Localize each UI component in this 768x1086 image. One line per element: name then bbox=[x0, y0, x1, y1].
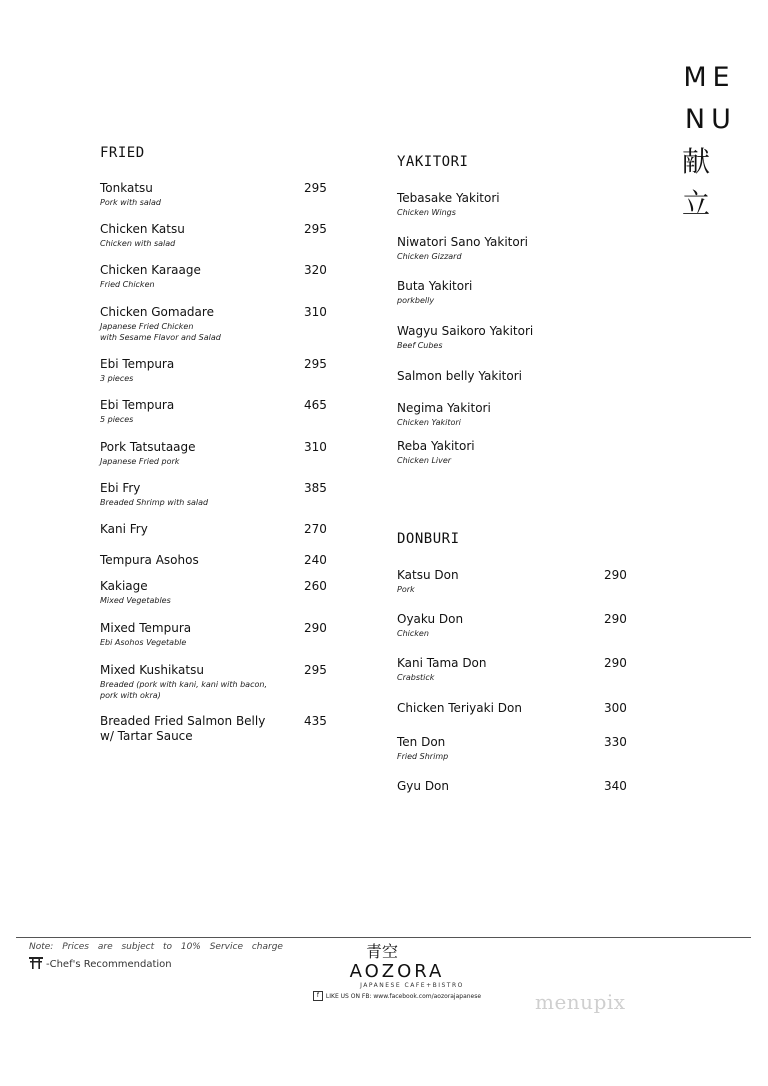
menu-item bbox=[100, 481, 330, 508]
item-price: 290 bbox=[604, 568, 627, 582]
menu-item bbox=[397, 439, 637, 466]
menu-letter-e: E bbox=[712, 62, 730, 93]
item-name: Ebi Tempura bbox=[100, 357, 175, 371]
menu-kanji-1: 献 bbox=[682, 145, 711, 178]
menu-title bbox=[682, 60, 734, 222]
item-desc: Chicken with salad bbox=[100, 239, 176, 248]
menu-item bbox=[397, 235, 637, 262]
item-price: 310 bbox=[304, 305, 327, 319]
item-desc: Chicken bbox=[397, 629, 429, 638]
menu-item bbox=[397, 701, 637, 716]
yakitori-title: YAKITORI bbox=[397, 154, 469, 170]
item-name: Mixed Tempura bbox=[100, 621, 192, 635]
menu-letter-n: N bbox=[684, 104, 706, 135]
item-name: Gyu Don bbox=[397, 779, 450, 793]
item-name: Ten Don bbox=[397, 735, 446, 749]
menu-item bbox=[100, 398, 330, 425]
item-desc: Chicken Liver bbox=[397, 456, 452, 465]
menu-kanji-2: 立 bbox=[682, 187, 711, 220]
menu-item bbox=[397, 735, 637, 762]
menu-item bbox=[397, 656, 637, 683]
item-desc: Chicken Yakitori bbox=[397, 418, 461, 427]
item-desc: Pork with salad bbox=[100, 198, 161, 207]
item-price: 295 bbox=[304, 222, 327, 236]
menu-item bbox=[397, 612, 637, 639]
item-name: Pork Tatsutaage bbox=[100, 440, 196, 454]
chef-recommendation bbox=[29, 957, 172, 972]
item-name: Chicken Karaage bbox=[100, 263, 201, 277]
item-name: Kani Fry bbox=[100, 522, 148, 536]
item-name: Oyaku Don bbox=[397, 612, 464, 626]
item-name: Chicken Teriyaki Don bbox=[397, 701, 522, 715]
facebook-link-text: LIKE US ON FB: www.facebook.com/aozorajapanese bbox=[325, 992, 482, 1000]
menu-item bbox=[100, 579, 330, 606]
item-price: 320 bbox=[304, 263, 327, 277]
item-name: Salmon belly Yakitori bbox=[397, 369, 522, 383]
item-price: 435 bbox=[304, 714, 327, 728]
menu-item bbox=[100, 222, 330, 249]
item-desc: Mixed Vegetables bbox=[100, 596, 171, 605]
item-price: 290 bbox=[604, 656, 627, 670]
aozora-logo bbox=[312, 942, 482, 1001]
menu-item bbox=[100, 305, 330, 343]
menu-letter-m: M bbox=[683, 62, 707, 93]
item-name: Mixed Kushikatsu bbox=[100, 663, 204, 677]
item-desc: pork with okra) bbox=[100, 691, 161, 700]
item-desc: Fried Chicken bbox=[100, 280, 155, 289]
menu-letter-u: U bbox=[711, 104, 731, 135]
fried-title: FRIED bbox=[100, 145, 145, 161]
item-desc: with Sesame Flavor and Salad bbox=[100, 333, 221, 342]
menu-item bbox=[100, 553, 330, 568]
item-desc: Breaded (pork with kani, kani with bacon, bbox=[100, 680, 267, 689]
item-price: 300 bbox=[604, 701, 627, 715]
logo-kanji: 青空 bbox=[365, 942, 398, 961]
item-name: Reba Yakitori bbox=[397, 439, 475, 453]
footer-divider bbox=[16, 937, 751, 938]
item-name: Buta Yakitori bbox=[397, 279, 473, 293]
item-desc: 3 pieces bbox=[100, 374, 134, 383]
item-price: 310 bbox=[304, 440, 327, 454]
menu-item bbox=[100, 263, 330, 290]
item-price: 330 bbox=[604, 735, 627, 749]
item-name: Wagyu Saikoro Yakitori bbox=[397, 324, 534, 338]
chef-recommendation-label: -Chef's Recommendation bbox=[46, 959, 172, 970]
menu-item bbox=[397, 568, 637, 595]
menu-item bbox=[100, 357, 330, 384]
menu-item bbox=[397, 369, 637, 384]
item-desc: Beef Cubes bbox=[397, 341, 443, 350]
facebook-link[interactable] bbox=[312, 991, 482, 1001]
item-price: 385 bbox=[304, 481, 327, 495]
item-name-line2: w/ Tartar Sauce bbox=[100, 729, 193, 743]
item-name: Ebi Fry bbox=[100, 481, 141, 495]
menu-item bbox=[397, 191, 637, 218]
item-desc: Chicken Gizzard bbox=[397, 252, 462, 261]
logo-brand: AOZORA bbox=[349, 961, 445, 982]
item-price: 295 bbox=[304, 357, 327, 371]
item-desc: Japanese Fried pork bbox=[100, 457, 180, 466]
item-price: 290 bbox=[604, 612, 627, 626]
logo-subtitle: JAPANESE CAFE+BISTRO bbox=[360, 982, 464, 989]
item-name: Kakiage bbox=[100, 579, 148, 593]
item-price: 340 bbox=[604, 779, 627, 793]
item-name: Chicken Katsu bbox=[100, 222, 185, 236]
item-price: 295 bbox=[304, 181, 327, 195]
facebook-icon: f bbox=[313, 991, 323, 1001]
service-charge-note: Note: Prices are subject to 10% Service charge bbox=[29, 942, 283, 952]
menupix-watermark: menupix bbox=[535, 990, 626, 1014]
item-price: 260 bbox=[304, 579, 327, 593]
item-name: Tonkatsu bbox=[100, 181, 153, 195]
menu-item bbox=[100, 621, 330, 648]
item-desc: Pork bbox=[397, 585, 415, 594]
menu-item bbox=[100, 663, 330, 701]
item-name: Ebi Tempura bbox=[100, 398, 175, 412]
menu-item bbox=[100, 714, 330, 744]
menu-item bbox=[397, 324, 637, 351]
item-name: Tebasake Yakitori bbox=[397, 191, 500, 205]
item-name: Kani Tama Don bbox=[397, 656, 487, 670]
item-name: Negima Yakitori bbox=[397, 401, 491, 415]
item-desc: Japanese Fried Chicken bbox=[100, 322, 194, 331]
menu-item bbox=[397, 779, 637, 794]
item-name: Tempura Asohos bbox=[100, 553, 199, 567]
item-desc: Breaded Shrimp with salad bbox=[100, 498, 209, 507]
menu-item bbox=[397, 279, 637, 306]
item-desc: porkbelly bbox=[397, 296, 435, 305]
menu-item bbox=[100, 522, 330, 537]
item-price: 290 bbox=[304, 621, 327, 635]
item-price: 270 bbox=[304, 522, 327, 536]
donburi-title: DONBURI bbox=[397, 531, 460, 547]
item-name: Katsu Don bbox=[397, 568, 459, 582]
torii-gate-icon bbox=[29, 957, 43, 972]
item-name: Breaded Fried Salmon Belly bbox=[100, 714, 266, 728]
menu-item bbox=[397, 401, 637, 428]
item-desc: Fried Shrimp bbox=[397, 752, 449, 761]
menu-item bbox=[100, 440, 330, 467]
item-price: 465 bbox=[304, 398, 327, 412]
item-desc: Chicken Wings bbox=[397, 208, 456, 217]
item-desc: Ebi Asohos Vegetable bbox=[100, 638, 187, 647]
item-name: Niwatori Sano Yakitori bbox=[397, 235, 528, 249]
item-price: 295 bbox=[304, 663, 327, 677]
menu-item bbox=[100, 181, 330, 208]
item-desc: Crabstick bbox=[397, 673, 435, 682]
item-name: Chicken Gomadare bbox=[100, 305, 214, 319]
item-desc: 5 pieces bbox=[100, 415, 134, 424]
item-price: 240 bbox=[304, 553, 327, 567]
